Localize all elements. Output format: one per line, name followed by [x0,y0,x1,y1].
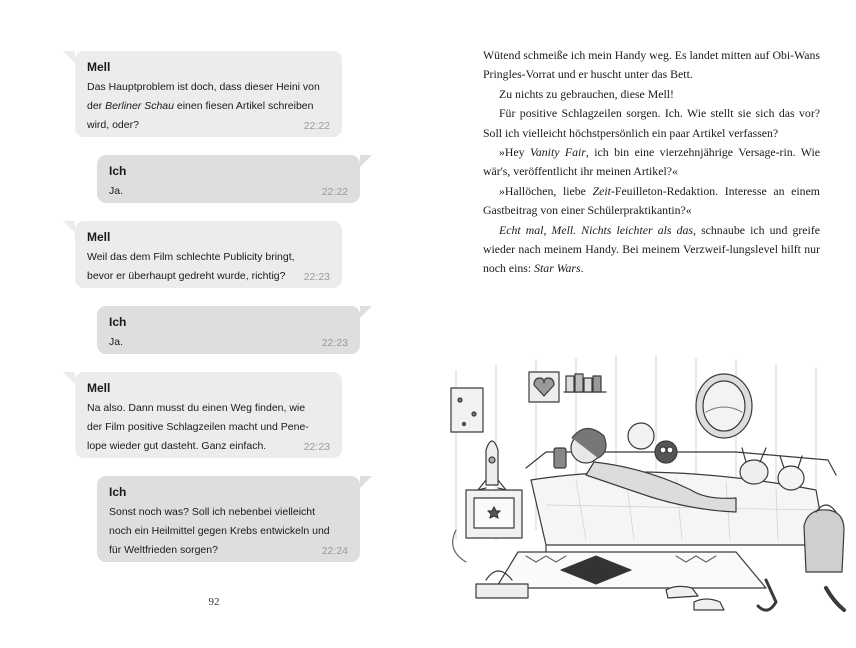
bubble-tail [63,372,75,384]
message-sender: Ich [109,164,127,178]
message-sender: Mell [87,230,111,244]
message-bubble-mell [75,221,342,288]
bubble-tail [63,221,75,233]
message-text: Na also. Dann musst du einen Weg finden, wie der Film positive Schlagzeilen macht und Pene- lope wieder gut dasteht. Ganz einfach. [87,402,309,452]
message-sender: Ich [109,315,127,329]
message-time: 22:23 [303,271,330,283]
right-page [428,0,856,648]
message-bubble-self [97,306,360,354]
message-text: Weil das dem Film schlechte Publicity bringt, bevor er überhaupt gedreht wurde, richtig? [87,251,295,282]
plush-bunny [740,460,768,484]
message-time: 22:22 [303,120,330,132]
message-sender: Mell [87,381,111,395]
bubble-tail [360,306,372,318]
bedroom-illustration [436,340,851,622]
plush-bunny-2 [778,466,804,490]
message-bubble-mell [75,372,342,458]
plush-penguin [655,441,677,463]
sneaker-right [694,599,724,610]
bubble-tail [63,51,75,63]
message-text: Sonst noch was? Soll ich nebenbei vielleicht noch ein Heilmittel gegen Krebs entwickeln und für Weltfrieden sorgen? [109,506,330,556]
paragraph: »Hallöchen, liebe Zeit-Feuilleton-Redaktion. Interesse an einem Gastbeitrag von einer Schülerpraktikantin?« [483,183,820,218]
cable [453,530,466,562]
message-sender: Mell [87,60,111,74]
paragraph: Echt mal, Mell. Nichts leichter als das, schnaube ich und greife wieder nach meinem Handy. Bei meinem Verzweif-lungslevel hilft nur noch eins: Star Wars. [483,222,820,276]
message-text: Ja. [109,185,124,197]
paragraph: »Hey Vanity Fair, ich bin eine vierzehnjährige Versage-rin. Wie wär's, veröffentlicht ihr meinen Artikel?« [483,145,820,179]
message-time: 22:23 [321,337,348,349]
message-bubble-self [97,155,360,203]
bubble-tail [360,476,372,488]
paragraph: Für positive Schlagzeilen sorgen. Ich. Wie stellt sie sich das vor? Soll ich vielleicht höchstpersönlich ein paar Artikel verfassen? [483,106,820,140]
page-number: 92 [208,596,220,608]
message-time: 22:24 [321,545,348,557]
message-bubble-mell [75,51,342,137]
star-poster [451,388,483,432]
story-text [483,46,820,279]
paragraph: Zu nichts zu gebrauchen, diese Mell! [499,86,674,101]
message-time: 22:22 [321,186,348,198]
message-text: Das Hauptproblem ist doch, dass dieser Heini von der Berliner Schau einen fiesen Artikel schreiben wird, oder? [87,81,320,131]
message-text: Ja. [109,336,124,348]
backpack [804,510,844,572]
message-bubble-self [97,476,360,562]
bubble-tail [360,155,372,167]
paragraph: Wütend schmeiße ich mein Handy weg. Es landet mitten auf Obi-Wans Pringles-Vorrat und er huscht unter das Bett. [483,48,820,82]
books [476,584,528,598]
message-time: 22:23 [303,441,330,453]
sock [826,588,844,610]
phone [554,448,566,468]
plush-octopus [628,423,654,449]
message-sender: Ich [109,485,127,499]
